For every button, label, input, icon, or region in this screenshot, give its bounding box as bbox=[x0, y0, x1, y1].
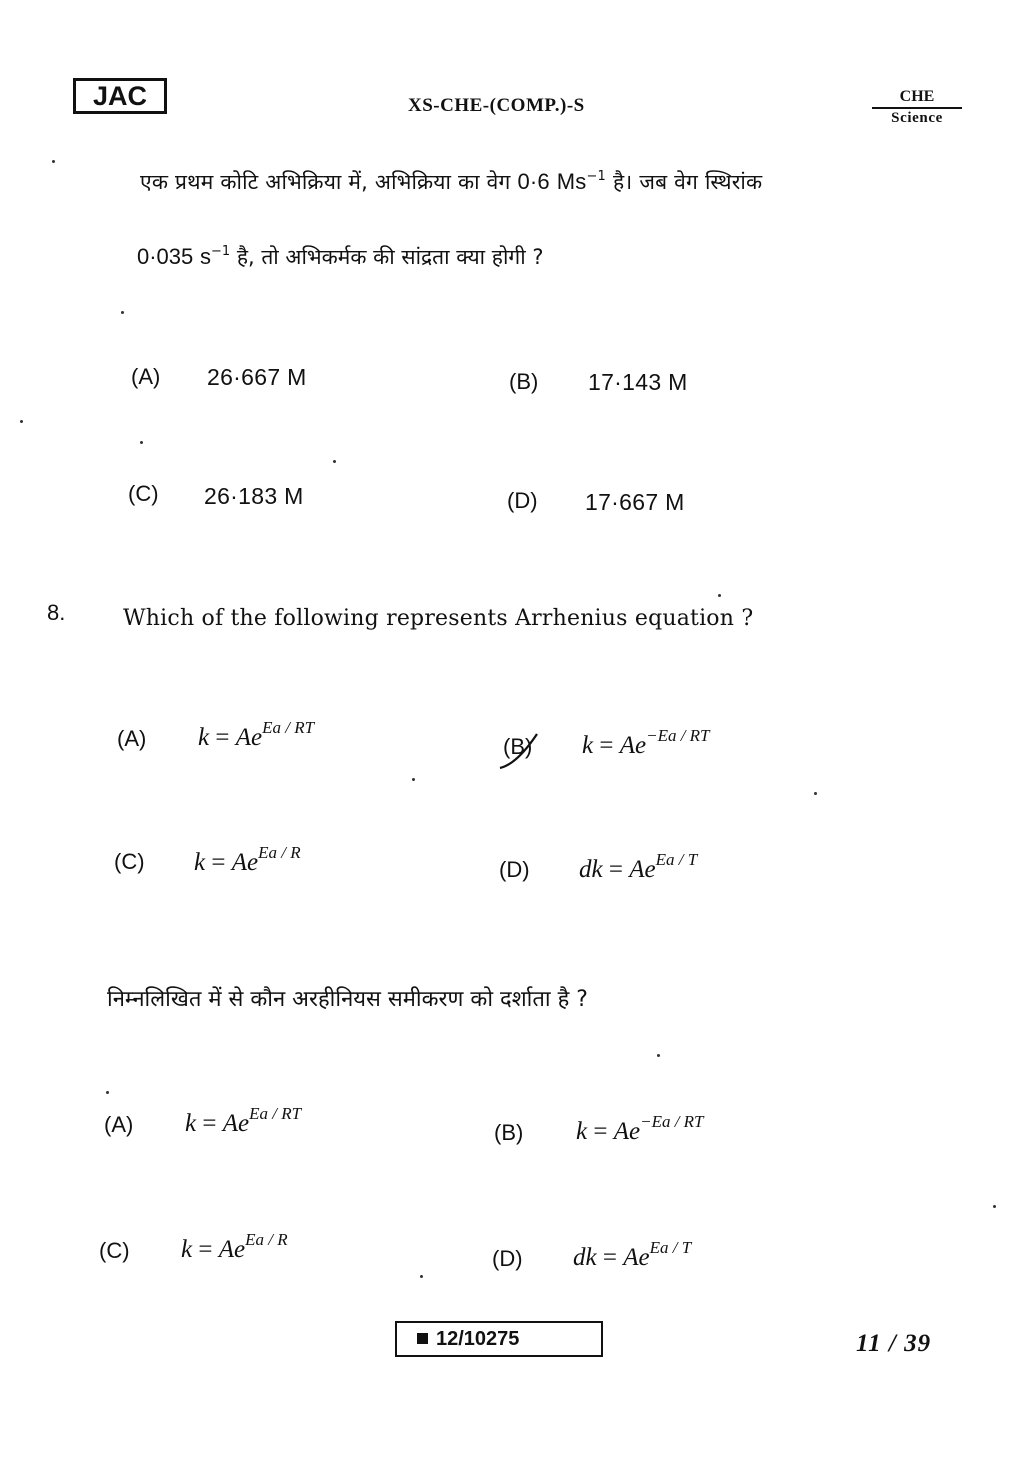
q8h-option-b-equation: $k = Ae^{-Ea / RT}$ bbox=[576, 1112, 704, 1145]
eq-exponent: Ea / T bbox=[655, 850, 698, 869]
q8h-option-c-label: (C) bbox=[99, 1238, 130, 1263]
q8h-option-a-equation: $k = Ae^{Ea / RT}$ bbox=[185, 1104, 302, 1137]
scan-speck bbox=[814, 792, 817, 795]
scan-speck bbox=[20, 420, 23, 423]
eq-base: Ae bbox=[619, 732, 647, 759]
eq-base: Ae bbox=[623, 1244, 650, 1271]
q7-option-b-label: (B) bbox=[509, 369, 539, 394]
scan-speck bbox=[333, 460, 336, 463]
eq-base: Ae bbox=[222, 1110, 250, 1137]
eq-lhs: k bbox=[198, 724, 210, 751]
q8-option-d-label: (D) bbox=[499, 857, 530, 882]
eq-exponent: Ea / RT bbox=[249, 1104, 302, 1123]
q8-question-text: Which of the following represents Arrhenius equation ? bbox=[123, 606, 754, 631]
eq-lhs: k bbox=[576, 1118, 588, 1145]
q7-option-a-value: 26·667 M bbox=[207, 364, 307, 390]
q7-option-b-value: 17·143 M bbox=[588, 369, 688, 395]
q8-hindi-question-text: निम्नलिखित में से कौन अरहीनियस समीकरण को दर्शाता है ? bbox=[107, 987, 588, 1012]
q8h-option-a-label: (A) bbox=[104, 1112, 134, 1137]
scan-speck bbox=[412, 778, 415, 781]
q8h-option-d-equation: dk = $Ae^{Ea / T}$ bbox=[573, 1238, 692, 1271]
eq-base: Ae bbox=[629, 856, 656, 883]
booklet-code: 12/10275 bbox=[436, 1328, 520, 1350]
scan-speck bbox=[718, 594, 721, 597]
board-logo-box: JAC bbox=[73, 78, 167, 114]
scan-speck bbox=[993, 1205, 996, 1208]
eq-lhs: k bbox=[582, 732, 594, 759]
q7-hindi-line1 bbox=[140, 168, 762, 196]
eq-lhs: dk bbox=[579, 856, 603, 883]
q7-hindi-text-b: है। जब वेग स्थिरांक bbox=[612, 170, 763, 194]
scan-speck bbox=[420, 1275, 423, 1278]
q7-option-c-value: 26·183 M bbox=[204, 483, 304, 509]
booklet-code-box bbox=[395, 1321, 603, 1357]
q8-option-d-equation: dk = $Ae^{Ea / T}$ bbox=[579, 850, 698, 883]
question-number: 8. bbox=[47, 600, 66, 625]
eq-exponent: Ea / RT bbox=[262, 718, 315, 737]
subject-block bbox=[872, 88, 962, 127]
scan-speck bbox=[106, 1091, 109, 1094]
eq-exponent: −Ea / RT bbox=[646, 726, 710, 745]
q8-option-b-label: (B) bbox=[503, 734, 533, 759]
eq-lhs: k bbox=[185, 1110, 197, 1137]
q8h-option-d-label: (D) bbox=[492, 1246, 523, 1271]
scan-speck bbox=[140, 441, 143, 444]
eq-lhs: k bbox=[181, 1236, 193, 1263]
q8-option-c-equation: $k = Ae^{Ea / R}$ bbox=[194, 843, 301, 876]
pen-tick-mark bbox=[497, 728, 547, 774]
const-unit: s bbox=[199, 244, 211, 269]
eq-exponent: Ea / R bbox=[245, 1230, 288, 1249]
q8-option-b-equation: $k = Ae^{-Ea / RT}$ bbox=[582, 726, 710, 759]
const-exponent: −1 bbox=[210, 244, 231, 259]
square-bullet-icon bbox=[417, 1333, 428, 1344]
q8-option-a-label: (A) bbox=[117, 726, 147, 751]
q7-hindi-line2 bbox=[137, 243, 543, 271]
eq-base: Ae bbox=[218, 1236, 246, 1263]
q7-hindi-text-a: एक प्रथम कोटि अभिक्रिया में, अभिक्रिया का वेग bbox=[140, 170, 511, 194]
const-value: 0·035 bbox=[137, 244, 194, 269]
page-number: 11 / 39 bbox=[856, 1330, 932, 1357]
q8-option-a-equation: $k = Ae^{Ea / RT}$ bbox=[198, 718, 315, 751]
eq-base: Ae bbox=[231, 849, 259, 876]
eq-exponent: Ea / R bbox=[258, 843, 301, 862]
rate-unit: Ms bbox=[556, 169, 587, 194]
rate-exponent: −1 bbox=[586, 169, 607, 184]
eq-exponent: Ea / T bbox=[649, 1238, 692, 1257]
eq-base: Ae bbox=[235, 724, 263, 751]
q7-option-c-label: (C) bbox=[128, 481, 159, 506]
scan-speck bbox=[121, 311, 124, 314]
eq-base: Ae bbox=[613, 1118, 641, 1145]
eq-lhs: k bbox=[194, 849, 206, 876]
q7-hindi-text-c: है, तो अभिकर्मक की सांद्रता क्या होगी ? bbox=[236, 245, 544, 269]
subject-name: Science bbox=[891, 110, 943, 126]
subject-code: CHE bbox=[872, 88, 962, 109]
scan-speck bbox=[657, 1054, 660, 1057]
q7-option-a-label: (A) bbox=[131, 364, 161, 389]
q8-option-c-label: (C) bbox=[114, 849, 145, 874]
q7-option-d-label: (D) bbox=[507, 488, 538, 513]
q8h-option-b-label: (B) bbox=[494, 1120, 524, 1145]
q8h-option-c-equation: $k = Ae^{Ea / R}$ bbox=[181, 1230, 288, 1263]
paper-code: XS-CHE-(COMP.)-S bbox=[408, 95, 585, 116]
rate-value: 0·6 bbox=[517, 169, 550, 194]
scan-speck bbox=[52, 160, 55, 163]
eq-lhs: dk bbox=[573, 1244, 597, 1271]
q7-option-d-value: 17·667 M bbox=[585, 489, 685, 515]
eq-exponent: −Ea / RT bbox=[640, 1112, 704, 1131]
